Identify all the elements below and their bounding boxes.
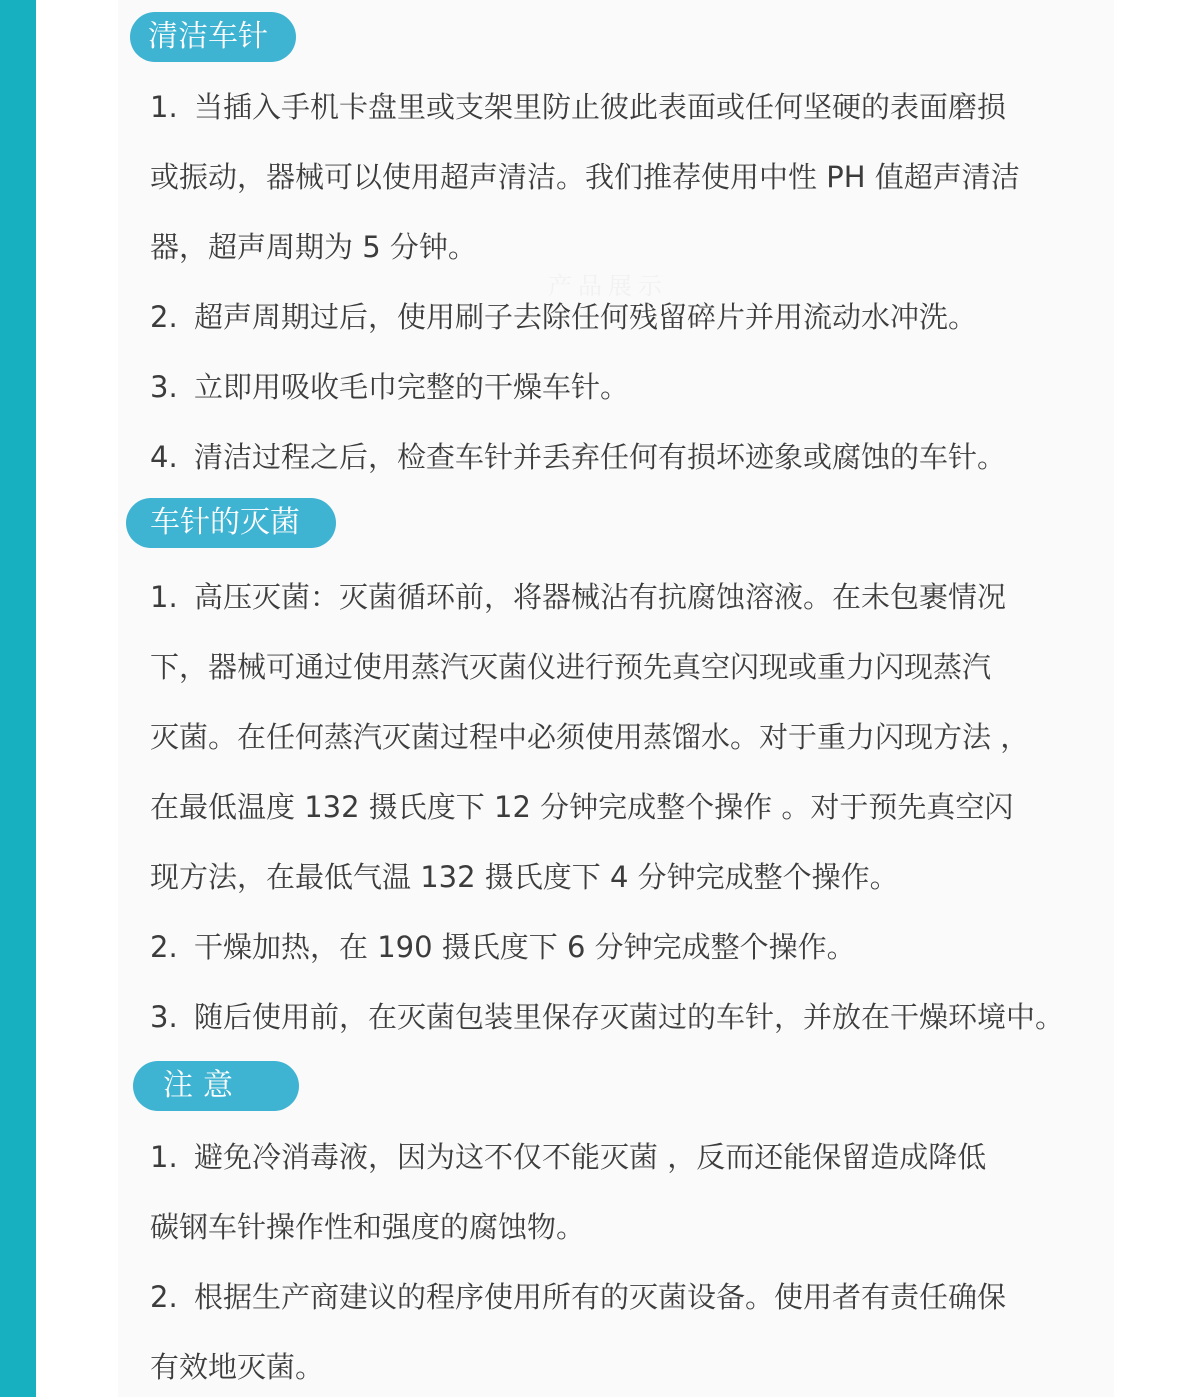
item-text: 根据生产商建议的程序使用所有的灭菌设备。使用者有责任确保 bbox=[194, 1280, 1007, 1314]
list-item bbox=[150, 1347, 324, 1387]
list-item bbox=[150, 927, 856, 967]
list-item bbox=[150, 1137, 986, 1177]
item-text: 当插入手机卡盘里或支架里防止彼此表面或任何坚硬的表面磨损 bbox=[194, 90, 1007, 124]
item-text: 干燥加热，在 190 摄氏度下 6 分钟完成整个操作。 bbox=[194, 930, 856, 964]
list-item bbox=[150, 717, 1029, 757]
item-number: 1. bbox=[150, 90, 178, 124]
item-text: 高压灭菌：灭菌循环前，将器械沾有抗腐蚀溶液。在未包裹情况 bbox=[194, 580, 1007, 614]
item-text: 有效地灭菌。 bbox=[150, 1350, 325, 1384]
item-number: 4. bbox=[150, 440, 178, 474]
item-text: 器，超声周期为 5 分钟。 bbox=[150, 230, 477, 264]
item-number: 3. bbox=[150, 1000, 178, 1034]
content-panel bbox=[118, 0, 1114, 1397]
item-text: 碳钢车针操作性和强度的腐蚀物。 bbox=[150, 1210, 586, 1244]
item-number: 1. bbox=[150, 1140, 178, 1174]
section-title-notice: 注意 bbox=[133, 1061, 299, 1111]
item-number: 1. bbox=[150, 580, 178, 614]
item-number: 3. bbox=[150, 370, 178, 404]
item-text: 或振动，器械可以使用超声清洁。我们推荐使用中性 PH 值超声清洁 bbox=[150, 160, 1020, 194]
item-number: 2. bbox=[150, 300, 178, 334]
section-title-sterilization: 车针的灭菌 bbox=[126, 498, 336, 548]
list-item bbox=[150, 1277, 1006, 1317]
item-text: 现方法，在最低气温 132 摄氏度下 4 分钟完成整个操作。 bbox=[150, 860, 899, 894]
item-text: 超声周期过后，使用刷子去除任何残留碎片并用流动水冲洗。 bbox=[194, 300, 978, 334]
list-item bbox=[150, 857, 899, 897]
list-item bbox=[150, 787, 1013, 827]
item-number: 2. bbox=[150, 1280, 178, 1314]
list-item bbox=[150, 227, 477, 267]
left-accent-bar bbox=[0, 0, 36, 1397]
list-item bbox=[150, 1207, 585, 1247]
list-item bbox=[150, 87, 1006, 127]
item-text: 随后使用前，在灭菌包装里保存灭菌过的车针，并放在干燥环境中。 bbox=[194, 1000, 1065, 1034]
list-item bbox=[150, 577, 1006, 617]
section-title-cleaning: 清洁车针 bbox=[130, 12, 296, 62]
watermark: 产品展示 bbox=[548, 272, 668, 300]
list-item bbox=[150, 647, 991, 687]
item-text: 在最低温度 132 摄氏度下 12 分钟完成整个操作 。对于预先真空闪 bbox=[150, 790, 1014, 824]
list-item bbox=[150, 997, 1064, 1037]
item-number: 2. bbox=[150, 930, 178, 964]
list-item bbox=[150, 157, 1020, 197]
item-text: 灭菌。在任何蒸汽灭菌过程中必须使用蒸馏水。对于重力闪现方法 ， bbox=[150, 720, 1030, 754]
item-text: 避免冷消毒液，因为这不仅不能灭菌 ，反而还能保留造成降低 bbox=[194, 1140, 987, 1174]
list-item bbox=[150, 437, 1006, 477]
item-text: 立即用吸收毛巾完整的干燥车针。 bbox=[194, 370, 630, 404]
item-text: 下，器械可通过使用蒸汽灭菌仪进行预先真空闪现或重力闪现蒸汽 bbox=[150, 650, 992, 684]
list-item bbox=[150, 297, 977, 337]
item-text: 清洁过程之后，检查车针并丢弃任何有损坏迹象或腐蚀的车针。 bbox=[194, 440, 1007, 474]
list-item bbox=[150, 367, 629, 407]
